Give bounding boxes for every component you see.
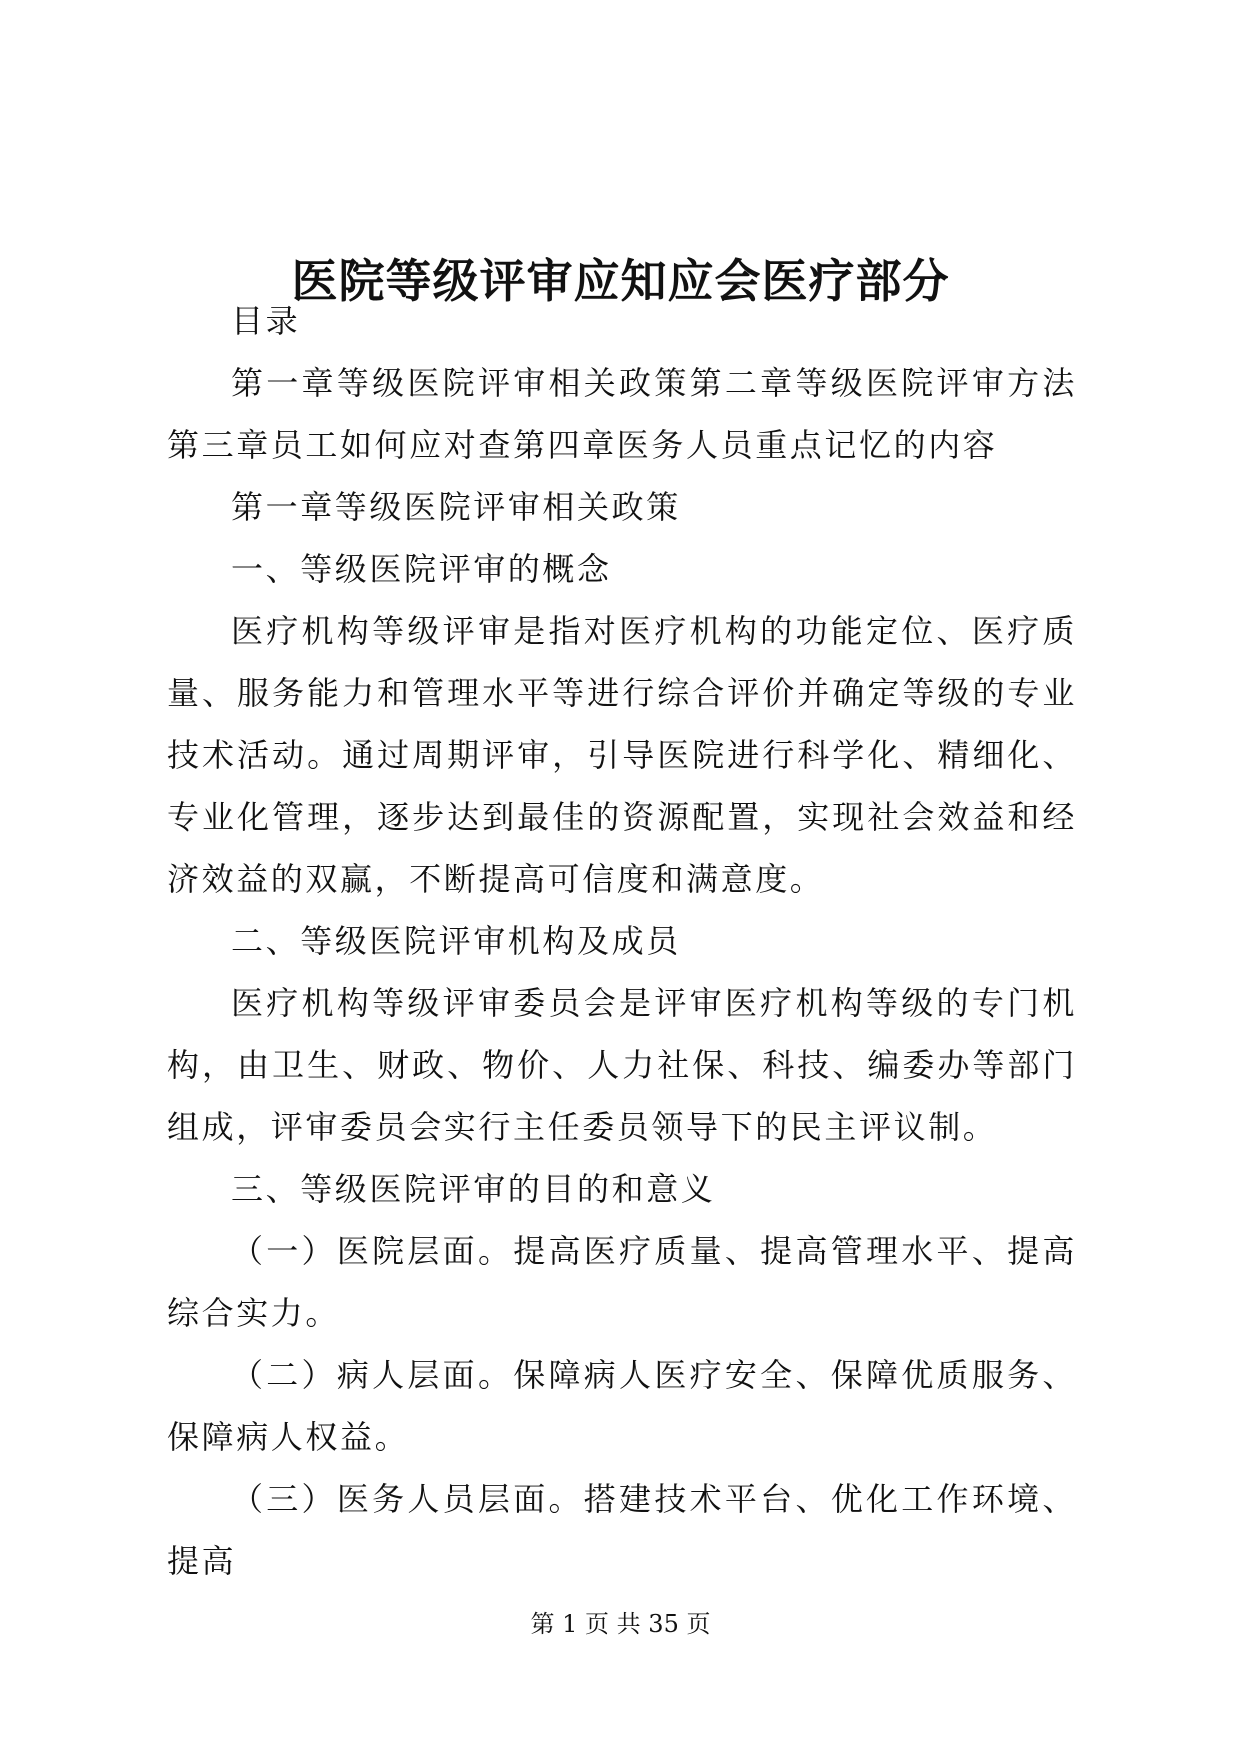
document-body	[167, 290, 1077, 1592]
list-item: （三）医务人员层面。搭建技术平台、优化工作环境、提高	[167, 1480, 1077, 1580]
toc-heading: 目录	[231, 302, 301, 340]
section-heading: 一、等级医院评审的概念	[231, 550, 612, 588]
section-heading: 二、等级医院评审机构及成员	[231, 922, 681, 960]
document-title: 医院等级评审应知应会医疗部分	[291, 253, 950, 308]
body-paragraph: 医疗机构等级评审是指对医疗机构的功能定位、医疗质量、服务能力和管理水平等进行综合评价并确定等级的专业技术活动。通过周期评审，引导医院进行科学化、精细化、专业化管理，逐步达到最佳的资源配置，实现社会效益和经济效益的双赢，不断提高可信度和满意度。	[167, 612, 1077, 898]
chapter-heading: 第一章等级医院评审相关政策	[231, 488, 681, 526]
list-item: （二）病人层面。保障病人医疗安全、保障优质服务、保障病人权益。	[167, 1356, 1077, 1456]
toc-content: 第一章等级医院评审相关政策第二章等级医院评审方法第三章员工如何应对查第四章医务人员重点记忆的内容	[167, 364, 1077, 464]
section-heading: 三、等级医院评审的目的和意义	[231, 1170, 716, 1208]
body-paragraph: 医疗机构等级评审委员会是评审医疗机构等级的专门机构，由卫生、财政、物价、人力社保、科技、编委办等部门组成，评审委员会实行主任委员领导下的民主评议制。	[167, 984, 1077, 1146]
list-item: （一）医院层面。提高医疗质量、提高管理水平、提高综合实力。	[167, 1232, 1077, 1332]
page-footer: 第 1 页 共 35 页	[530, 1610, 711, 1638]
